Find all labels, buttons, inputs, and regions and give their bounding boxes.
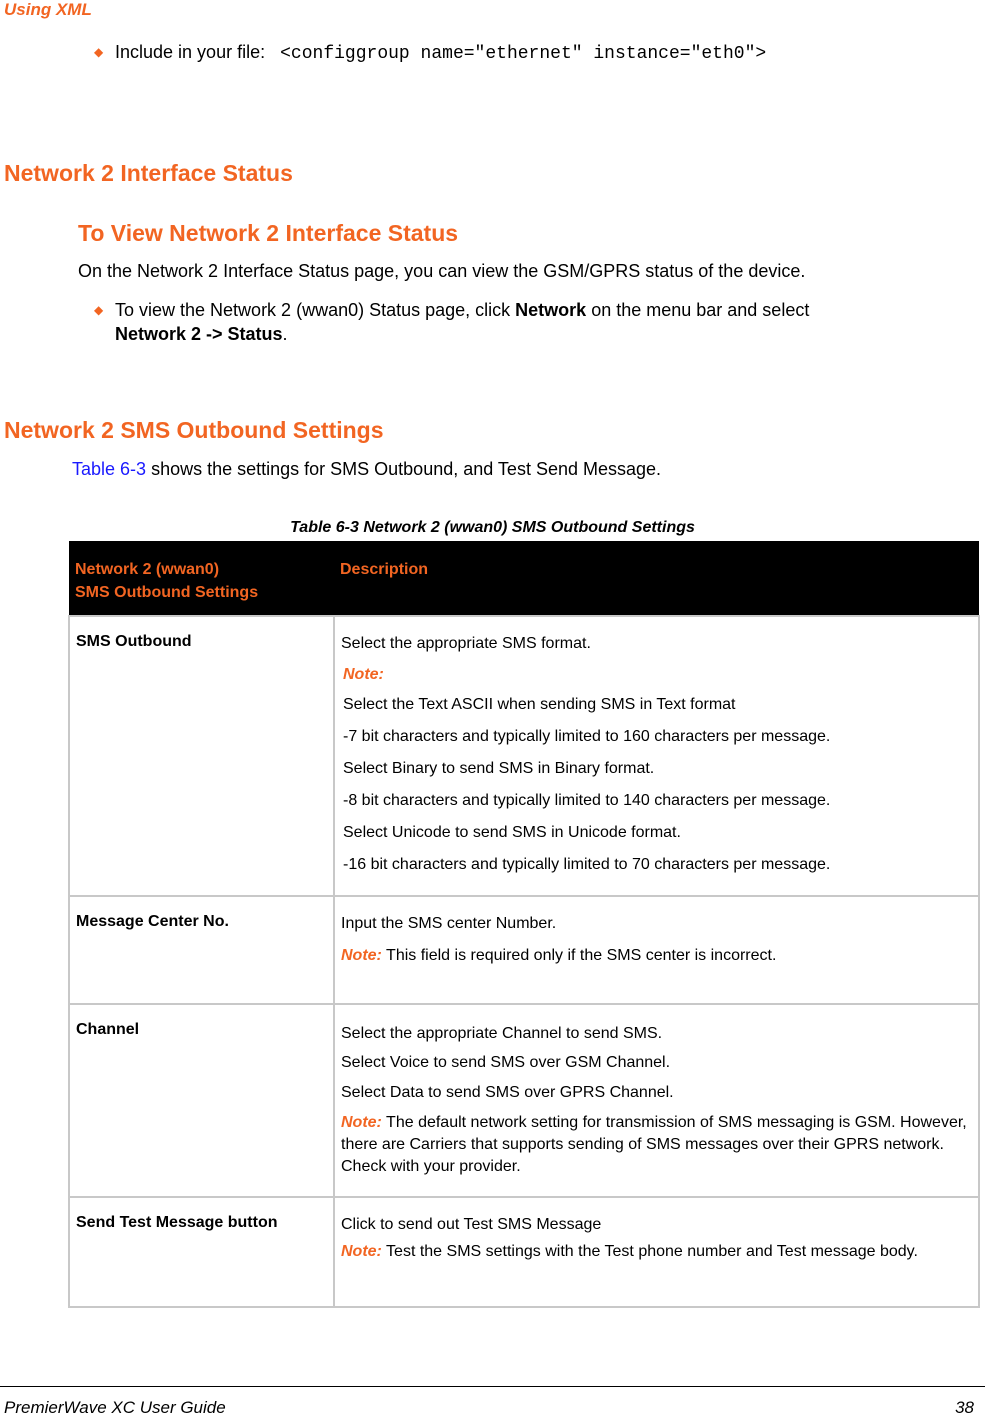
bullet-label: Include in your file: — [115, 42, 266, 62]
desc-line: Select Voice to send SMS over GSM Channel. — [341, 1054, 671, 1071]
setting-name: SMS Outbound — [69, 616, 334, 896]
bullet-bold-network: Network — [515, 300, 587, 320]
desc-line: Select the appropriate Channel to send SMS. — [341, 1025, 663, 1042]
setting-name: Message Center No. — [69, 896, 334, 1004]
table-row — [69, 896, 979, 1004]
footer-page-number: 38 — [955, 1398, 974, 1417]
table-header-row — [69, 541, 979, 616]
heading-sms-outbound-settings: Network 2 SMS Outbound Settings — [4, 417, 384, 443]
desc-line: -8 bit characters and typically limited to 140 characters per message. — [343, 792, 831, 809]
xml-code: <configgroup name="ethernet" instance="eth0"> — [280, 44, 767, 64]
status-intro-text: On the Network 2 Interface Status page, you can view the GSM/GPRS status of the device. — [78, 261, 806, 281]
desc-line: Select Data to send SMS over GPRS Channel. — [341, 1084, 674, 1101]
table-header-setting — [69, 541, 334, 616]
note-text: Test the SMS settings with the Test phone number and Test message body. — [381, 1243, 918, 1260]
bullet-text-part: . — [282, 324, 288, 344]
setting-name: Send Test Message button — [69, 1197, 334, 1307]
header-line: SMS Outbound Settings — [75, 584, 259, 601]
bullet-text-part: To view the Network 2 (wwan0) Status page, click — [115, 300, 516, 320]
footer-guide-title: PremierWave XC User Guide — [4, 1398, 226, 1417]
header-line: Network 2 (wwan0) — [75, 561, 220, 578]
table-row — [69, 1197, 979, 1307]
section-heading-using-xml: Using XML — [4, 0, 92, 19]
bullet-bold-status-path: Network 2 -> Status — [115, 324, 283, 344]
desc-line: Input the SMS center Number. — [341, 915, 557, 932]
heading-network2-interface-status: Network 2 Interface Status — [4, 160, 293, 186]
table-row — [69, 1004, 979, 1197]
diamond-bullet-icon: ◆ — [94, 45, 104, 59]
setting-description — [334, 616, 979, 896]
sms-intro-text — [72, 457, 661, 481]
footer-divider — [0, 1386, 985, 1387]
desc-line: Click to send out Test SMS Message — [341, 1216, 602, 1233]
desc-line: -16 bit characters and typically limited to 70 characters per message. — [343, 856, 831, 873]
setting-description — [334, 896, 979, 1004]
bullet-text-part: on the menu bar and select — [586, 300, 810, 320]
table-caption: Table 6-3 Network 2 (wwan0) SMS Outbound Settings — [290, 519, 695, 536]
desc-line: Select Unicode to send SMS in Unicode format. — [343, 824, 681, 841]
setting-description — [334, 1004, 979, 1197]
table-reference-link[interactable]: Table 6-3 — [72, 459, 147, 479]
subheading-view-network2-status: To View Network 2 Interface Status — [78, 220, 459, 246]
sms-settings-table — [68, 541, 980, 1308]
note-text: The default network setting for transmission of SMS messaging is GSM. However, there are Carriers that supports sending of SMS messages over their GPRS network. Check with your provider. — [341, 1114, 967, 1175]
desc-line: Select the Text ASCII when sending SMS in Text format — [343, 696, 736, 713]
diamond-bullet-icon: ◆ — [94, 303, 104, 317]
note-label: Note: — [341, 1243, 382, 1260]
note-label: Note: — [341, 947, 382, 964]
table-row — [69, 616, 979, 896]
table-header-description: Description — [334, 541, 979, 616]
note-label: Note: — [341, 1114, 382, 1131]
sms-intro-rest: shows the settings for SMS Outbound, and Test Send Message. — [146, 459, 662, 479]
note-label: Note: — [343, 666, 384, 683]
desc-line: Select Binary to send SMS in Binary format. — [343, 760, 655, 777]
desc-line: Select the appropriate SMS format. — [341, 635, 591, 652]
note-text: This field is required only if the SMS center is incorrect. — [381, 947, 777, 964]
desc-line: -7 bit characters and typically limited to 160 characters per message. — [343, 728, 831, 745]
setting-name: Channel — [69, 1004, 334, 1197]
setting-description — [334, 1197, 979, 1307]
